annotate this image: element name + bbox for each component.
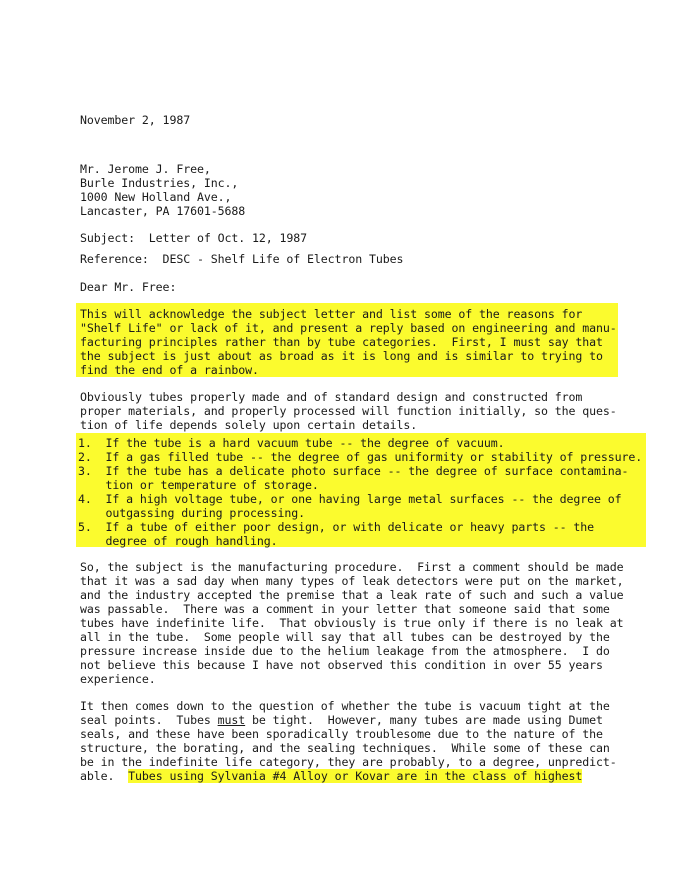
reference-line: Reference: DESC - Shelf Life of Electron Tubes	[80, 252, 404, 266]
paragraph-line: not believe this because I have not observed this condition in over 55 years	[80, 658, 603, 672]
paragraph-line: structure, the borating, and the sealing techniques. While some of these can	[80, 741, 610, 755]
list-item: 1. If the tube is a hard vacuum tube -- the degree of vacuum.	[78, 436, 505, 450]
paragraph-line: seals, and these have been sporadically troublesome due to the nature of the	[80, 727, 603, 741]
paragraph-line: proper materials, and properly processed will function initially, so the ques-	[80, 404, 617, 418]
text-run: be tight. However, many tubes are made using Dumet	[245, 713, 603, 727]
list-item: outgassing during processing.	[78, 506, 306, 520]
salutation: Dear Mr. Free:	[80, 280, 177, 294]
underlined-word: must	[217, 713, 246, 727]
paragraph-line: be in the indefinite life category, they are probably, to a degree, unpredict-	[80, 755, 617, 769]
recipient-line: Lancaster, PA 17601-5688	[80, 204, 246, 218]
paragraph-line: all in the tube. Some people will say that all tubes can be destroyed by the	[80, 630, 610, 644]
recipient-line: Mr. Jerome J. Free,	[80, 162, 211, 176]
list-item: 3. If the tube has a delicate photo surface -- the degree of surface contamina-	[78, 464, 629, 478]
paragraph-line	[80, 769, 582, 783]
list-item: 5. If a tube of either poor design, or with delicate or heavy parts -- the	[78, 520, 595, 534]
list-item: tion or temperature of storage.	[78, 478, 319, 492]
paragraph-line: This will acknowledge the subject letter and list some of the reasons for	[80, 307, 583, 321]
paragraph-line: "Shelf Life" or lack of it, and present a reply based on engineering and manu-	[80, 321, 617, 335]
letter-date: November 2, 1987	[80, 113, 191, 127]
text-run: seal points. Tubes	[80, 713, 218, 727]
list-item: degree of rough handling.	[78, 534, 278, 548]
list-item: 4. If a high voltage tube, or one having large metal surfaces -- the degree of	[78, 492, 622, 506]
paragraph-line: and the industry accepted the premise that a leak rate of such and such a value	[80, 588, 624, 602]
paragraph-line: pressure increase inside due to the helium leakage from the atmosphere. I do	[80, 644, 610, 658]
paragraph-line: that it was a sad day when many types of leak detectors were put on the market,	[80, 574, 624, 588]
list-item: 2. If a gas filled tube -- the degree of gas uniformity or stability of pressure.	[78, 450, 643, 464]
paragraph-line: tubes have indefinite life. That obviously is true only if there is no leak at	[80, 616, 624, 630]
paragraph-line: find the end of a rainbow.	[80, 363, 259, 377]
paragraph-line: facturing principles rather than by tube categories. First, I must say that	[80, 335, 603, 349]
paragraph-line: tion of life depends solely upon certain details.	[80, 418, 418, 432]
paragraph-line: Obviously tubes properly made and of standard design and constructed from	[80, 390, 583, 404]
highlighted-text: Tubes using Sylvania #4 Alloy or Kovar are in the class of highest	[128, 769, 583, 783]
paragraph-line: So, the subject is the manufacturing procedure. First a comment should be made	[80, 560, 624, 574]
paragraph-line: was passable. There was a comment in your letter that someone said that some	[80, 602, 610, 616]
recipient-line: 1000 New Holland Ave.,	[80, 190, 232, 204]
text-run: able.	[80, 769, 129, 783]
paragraph-line: the subject is just about as broad as it is long and is similar to trying to	[80, 349, 603, 363]
subject-line: Subject: Letter of Oct. 12, 1987	[80, 231, 308, 245]
paragraph-line	[80, 713, 603, 727]
paragraph-line: It then comes down to the question of whether the tube is vacuum tight at the	[80, 699, 610, 713]
paragraph-line: experience.	[80, 672, 156, 686]
recipient-line: Burle Industries, Inc.,	[80, 176, 239, 190]
